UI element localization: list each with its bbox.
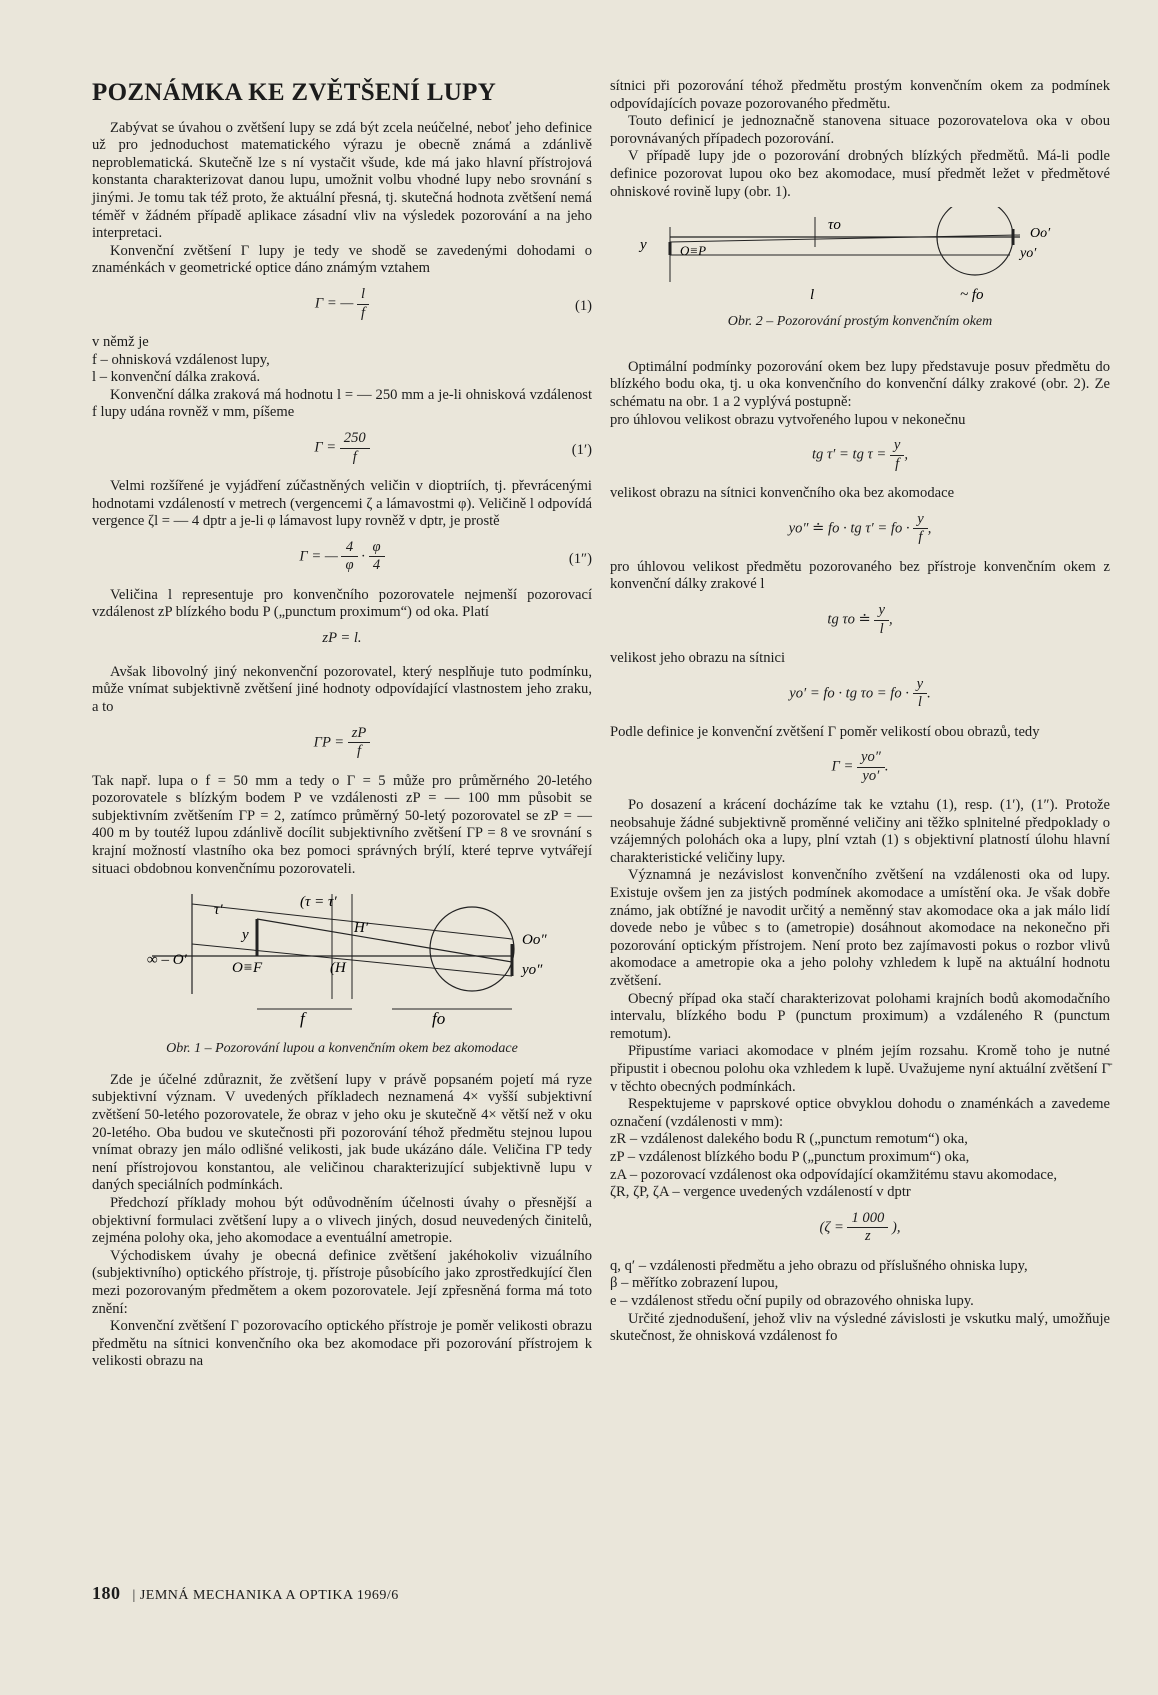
equation-yo-prime: yo′ = fo · tg τo = fo · $\frac{y}{l}$ .	[789, 675, 931, 711]
numerator: y	[874, 602, 888, 621]
figure-1-diagram	[92, 884, 592, 1034]
denominator: φ	[345, 557, 354, 574]
paragraph: Zde je účelné zdůraznit, že zvětšení lupy v právě popsaném pojetí má ryze subjektivní význam. V uvedených příkladech neznamená 4× vyšší subjektivní zvětšení 50-letého pozorovatele, že obraz v jeho oku je skutečně 4× větší než v oku 20-letého. Oba budou ve skutečnosti při pozorování téhož předmětu stejnou lupou vnímat obrazy jen málo odlišné velikosti, jak bude ukázáno dále. Veličina ΓP tedy není přístrojovou konstantou, ale veličinou charakterizující subjektivně lupu v daných speciálních podmínkách.	[92, 1071, 592, 1194]
equation-number: (1′)	[571, 441, 592, 458]
equation-text: tg τ′ = tg τ =	[811, 446, 887, 463]
numerator: l	[357, 286, 369, 305]
equation-gamma-p	[92, 725, 592, 765]
denominator: f	[918, 529, 923, 546]
fig1-label-H-prime: H′	[354, 920, 369, 937]
paragraph: sítnici při pozorování téhož předmětu prostým konvenčním okem za podmínek odpovídajících povaze pozorovaného předmětu.	[610, 78, 1110, 112]
paragraph: Respektujeme v paprskové optice obvyklou dohodu o znaménkách a zavedeme označení (vzdálenosti v mm):	[610, 1096, 1110, 1130]
paragraph: Obecný případ oka stačí charakterizovat polohami krajních bodů akomodačního intervalu, blízkého bodu P (punctum proximum) a vzdáleného R (punctum remotum).	[610, 990, 1110, 1042]
denominator: f	[361, 304, 366, 321]
fig1-label-fo: fo	[432, 1009, 446, 1029]
equation-gamma-ratio: Γ = $\frac{yo''}{yo'}$ .	[831, 749, 889, 784]
fraction	[857, 749, 885, 785]
page-number: 180	[92, 1583, 121, 1603]
paragraph: pro úhlovou velikost předmětu pozorovaného bez přístroje konvenčním okem z konvenční dálky zrakové l	[610, 558, 1110, 593]
fig2-label-l: l	[810, 287, 815, 304]
denominator: 4	[372, 557, 381, 574]
figure-2-caption: Obr. 2 – Pozorování prostým konvenčním okem	[727, 314, 993, 330]
equation-text: Γ =	[314, 439, 337, 456]
paragraph: Podle definice je konvenční zvětšení Γ poměr velikostí obou obrazů, tedy	[610, 723, 1040, 740]
fig2-label-y: y	[640, 237, 647, 254]
paragraph: Konvenční dálka zraková má hodnotu l = — 250 mm a je-li ohnisková vzdálenost f lupy udána rovněž v mm, píšeme	[92, 386, 592, 421]
fraction	[348, 725, 371, 761]
definition-item: ζR, ζP, ζA – vergence uvedených vzdáleností v dptr	[610, 1184, 911, 1201]
equation-text: tg τo ≐	[827, 611, 871, 628]
fraction	[847, 1210, 888, 1246]
paragraph: velikost obrazu na sítnici konvenčního oka bez akomodace	[610, 485, 955, 502]
definition-item: q, q′ – vzdálenosti předmětu a jeho obrazu od příslušného ohniska lupy,	[610, 1257, 1028, 1274]
fraction	[890, 437, 904, 473]
fig2-label-O-P: O≡P	[680, 243, 707, 259]
fig1-label-Oo-double: Oo″	[522, 932, 547, 949]
denominator: l	[917, 694, 922, 711]
equation-number: (1)	[574, 297, 592, 314]
paragraph: Optimální podmínky pozorování okem bez lupy představuje posuv předmětu do blízkého bodu oka, tj. u oka konvenčního do konvenční dálky zrakové (obr. 2). Ze schématu na obr. 1 a 2 vyplývá postupně:	[610, 358, 1110, 410]
equation-zp	[92, 630, 592, 656]
paragraph: Po dosazení a krácení docházíme tak ke vztahu (1), resp. (1′), (1″). Protože neobsahuje žádné subjektivně proměnné veličiny ani těžko splnitelné předpoklady o vzájemných polohách oka a lupy, plní vztah (1) s objektivní platností úlohu hlavní charakteristické veličiny lupy.	[610, 797, 1110, 866]
paragraph: Zabývat se úvahou o zvětšení lupy se zdá být zcela neúčelné, neboť jeho definice už pro jednoduchost matematického výrazu je obecně známá a zdánlivě neproblematická. Skutečně lze s ní vystačit všude, kde má jako hlavní přístrojová konstanta charakterizovat danou lupu, umožnit volbu vhodné lupy nebo srovnání s jinými. Je tomu tak též proto, že aktuální přesná, tj. skutečná hodnota zvětšení nemá téměř v žádném případě aplikace zásadní vliv na výsledek pozorování a na jeho interpretaci.	[92, 119, 592, 242]
fig1-label-tau-prime: τ′	[214, 902, 223, 919]
fraction	[369, 539, 385, 575]
equation-text: ),	[891, 1219, 901, 1236]
denominator: f	[895, 455, 900, 472]
definition-item: f – ohnisková vzdálenost lupy,	[92, 351, 270, 368]
figure-1-caption: Obr. 1 – Pozorování lupou a konvenčním okem bez akomodace	[166, 1041, 518, 1057]
fraction	[913, 511, 927, 547]
numerator: zP	[348, 725, 371, 744]
paragraph: pro úhlovou velikost obrazu vytvořeného lupou v nekonečnu	[610, 411, 966, 428]
equation-text: ΓP =	[313, 734, 345, 751]
equation-text: ·	[361, 548, 365, 565]
definition-item: e – vzdálenost středu oční pupily od obrazového ohniska lupy.	[610, 1292, 974, 1309]
paragraph: Velmi rozšířené je vyjádření zúčastněných veličin v dioptriích, tj. převrácenými hodnotami vzdáleností v metrech (vergencemi ζ a lámavostmi φ). Veličině l odpovídá vergence ζl = — 4 dptr a je-li φ lámavost lupy rovněž v dptr, je prostě	[92, 477, 592, 530]
paragraph: Připustíme variaci akomodace v plném jejím rozsahu. Kromě toho je nutné připustit i obecnou polohu oka vzhledem k lupě. Uvažujeme nyní aktuální zvětšení Γ̄ v těchto obecných podmínkách.	[610, 1043, 1110, 1095]
equation-text: yo″ ≐ fo · tg τ′ = fo ·	[788, 520, 910, 537]
definition-item: zA – pozorovací vzdálenost oka odpovídající okamžitému stavu akomodace,	[610, 1166, 1057, 1183]
denominator: yo′	[862, 767, 880, 784]
page-footer	[92, 1583, 399, 1604]
fraction	[357, 286, 369, 322]
denominator: f	[352, 448, 357, 465]
equation-1	[92, 286, 592, 326]
numerator: φ	[369, 539, 385, 558]
fraction	[340, 430, 370, 466]
equation-text: Γ =	[831, 758, 854, 775]
paragraph: Konvenční zvětšení Γ lupy je tedy ve shodě se zavedenými dohodami o znaménkách v geometrické optice dáno známým vztahem	[92, 242, 592, 277]
fig2-label-tau-o: τo	[828, 217, 841, 234]
fraction	[341, 539, 357, 575]
fig1-label-tau-eq: (τ = τ′	[300, 894, 337, 911]
figure-2-diagram	[610, 207, 1110, 307]
equation-text: Γ = —	[299, 548, 338, 565]
paragraph: Východiskem úvahy je obecná definice zvětšení jakéhokoliv vizuálního (subjektivního) optického přístroje, tj. přístroje působícího jako zprostředkující člen mezi pozorovaným předmětem a okem pozorovatele. Její zpřesněná forma má toto znění:	[92, 1247, 592, 1317]
equation-text: yo′ = fo · tg τo = fo ·	[789, 684, 909, 701]
definition-item: l – konvenční dálka zraková.	[92, 369, 261, 386]
equation-number: (1″)	[568, 550, 592, 567]
journal-name: JEMNÁ MECHANIKA A OPTIKA 1969/6	[139, 1588, 399, 1603]
equation-text: (ζ =	[819, 1219, 844, 1236]
fig1-label-f: f	[300, 1009, 305, 1029]
paragraph: Předchozí příklady mohou být odůvodněním účelnosti úvahy o přesnější a objektivní formulaci zvětšení lupy a o vlivech jiných, dosud neuvedených činitelů, zejména polohy oka, jeho akomodace a eventuální ametropie.	[92, 1194, 592, 1247]
article-title: POZNÁMKA KE ZVĚTŠENÍ LUPY	[92, 79, 497, 106]
numerator: 1 000	[847, 1210, 888, 1229]
numerator: y	[913, 511, 927, 530]
numerator: 250	[340, 430, 370, 449]
fig1-label-yo-double: yo″	[522, 962, 543, 979]
equation-tg-tau-o: tg τo ≐ $\frac{y}{l}$ ,	[827, 601, 893, 637]
paragraph: Tak např. lupa o f = 50 mm a tedy o Γ = 5 může pro průměrného 20-letého pozorovatele s blízkým bodem P ve vzdálenosti zP = — 100 mm působit se subjektivním zvětšením ΓP = 2, zatímco průměrný 50-letý pozorovatel se zP = — 400 m by toutéž lupou zdánlivě docílit subjektivního zvětšení ΓP = 8 ve srovnání s krajní možností vlastního oka bez pomoci správných brýlí, které teprve vytvářejí situaci obdobnou konvenčnímu pozorovateli.	[92, 772, 592, 877]
paragraph: V případě lupy jde o pozorování drobných blízkých předmětů. Má-li podle definice pozorovat lupou oko bez akomodace, musí předmět ležet v předmětové ohniskové rovině lupy (obr. 1).	[610, 148, 1110, 200]
equation-text: zP = l.	[322, 629, 362, 646]
fig1-label-infinity: ∞ – O′	[147, 952, 187, 969]
fig2-label-fo: ~ fo	[960, 287, 984, 304]
equation-vergence	[610, 1210, 1110, 1250]
numerator: yo″	[857, 749, 885, 768]
paragraph: Avšak libovolný jiný nekonvenční pozorovatel, který nesplňuje tuto podmínku, může vnímat subjektivně zvětšení jiné hodnoty odpovídající vlastnostem jeho zraku, a to	[92, 663, 592, 716]
left-column	[92, 78, 592, 1371]
fraction	[913, 676, 927, 712]
numerator: y	[890, 437, 904, 456]
equation-1-prime	[92, 430, 592, 470]
equation-text: Γ = —	[314, 295, 354, 312]
fig2-label-Oo-prime: Oo′	[1030, 226, 1051, 242]
paragraph: Významná je nezávislost konvenčního zvětšení na vzdálenosti oka od lupy. Existuje ovšem jen za jistých podmínek akomodace a umístění oka. Je však dobře známo, jak obtížné je navodit určitý a neměnný stav akomodace oka a jak málo lidí dovede nebo je vůbec s to (ametropie) dosáhnout akomodace na nekonečno při pozorování optickým přístrojem. Není proto bez zajímavosti pokus o rozbor vlivů akomodace a ametropie oka a jeho polohy vzhledem k lupě na aktuální hodnotu zvětšení.	[610, 867, 1110, 990]
denominator: z	[865, 1228, 871, 1245]
fig1-label-O-F: O≡F	[232, 960, 263, 977]
paragraph: Touto definicí je jednoznačně stanovena situace pozorovatelova oka v obou porovnávaných případech pozorování.	[610, 113, 1110, 147]
equation-yo-double: yo″ ≐ fo · tg τ′ = fo · $\frac{y}{f}$ ,	[788, 510, 932, 546]
paragraph: velikost jeho obrazu na sítnici	[610, 649, 786, 666]
equation-1-double-prime	[92, 539, 592, 579]
paragraph: Konvenční zvětšení Γ pozorovacího optického přístroje je poměr velikosti obrazu předmětu na sítnici konvenčního oka bez akomodace při pozorování přístrojem k velikosti obrazu na	[92, 1318, 592, 1370]
footer-divider: |	[132, 1588, 136, 1603]
paragraph: Veličina l representuje pro konvenčního pozorovatele nejmenší pozorovací vzdálenost zP blízkého bodu P („punctum proximum“) od oka. Platí	[92, 586, 592, 621]
fig1-label-H: (H	[330, 960, 346, 977]
paragraph: Určité zjednodušení, jehož vliv na výsledné závislosti je vskutku malý, umožňuje skutečnost, že ohnisková vzdálenost fo	[610, 1310, 1110, 1345]
fig1-label-y: y	[242, 927, 249, 944]
definition-item: β – měřítko zobrazení lupou,	[610, 1275, 779, 1292]
right-column	[610, 78, 1110, 1346]
fig2-label-yo-prime: yo′	[1020, 246, 1037, 262]
fraction	[874, 602, 888, 638]
numerator: 4	[341, 539, 357, 558]
denominator: l	[879, 620, 884, 637]
definition-item: zP – vzdálenost blízkého bodu P („punctum proximum“) oka,	[610, 1148, 970, 1165]
equation-tg-tau: tg τ′ = tg τ = $\frac{y}{f}$ ,	[811, 437, 909, 472]
definition-item: zR – vzdálenost dalekého bodu R („punctum remotum“) oka,	[610, 1131, 968, 1148]
paragraph: v němž je	[92, 333, 149, 350]
denominator: f	[357, 743, 362, 760]
numerator: y	[913, 676, 927, 695]
